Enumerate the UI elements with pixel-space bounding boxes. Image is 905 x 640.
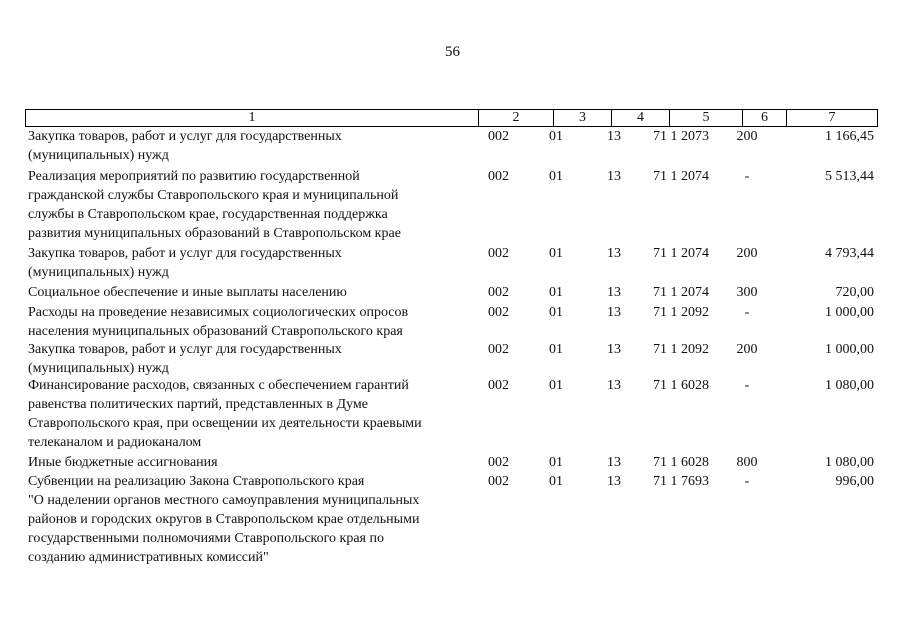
cell-c4: 13 [607, 474, 621, 489]
cell-c7: 1 000,00 [825, 305, 874, 320]
cell-c2: 002 [488, 342, 509, 357]
row-description [28, 167, 478, 243]
cell-c3: 01 [549, 378, 563, 393]
page-number: 56 [445, 44, 460, 60]
row-description [28, 244, 478, 282]
cell-c5: 71 1 6028 [653, 378, 709, 393]
cell-c6: 200 [736, 342, 758, 357]
header-col-3: 3 [579, 110, 586, 125]
cell-c4: 13 [607, 455, 621, 470]
header-col-7: 7 [828, 110, 836, 125]
cell-c3: 01 [549, 285, 563, 300]
cell-c2: 002 [488, 305, 509, 320]
row-description [28, 303, 478, 341]
header-col-6: 6 [761, 110, 768, 125]
header-col-2: 2 [512, 110, 520, 125]
cell-c7: 1 080,00 [825, 455, 874, 470]
cell-c3: 01 [549, 342, 563, 357]
cell-c2: 002 [488, 169, 509, 184]
description-line: (муниципальных) нужд [28, 361, 169, 376]
description-line: (муниципальных) нужд [28, 265, 169, 280]
description-line: гражданской службы Ставропольского края и муниципальной [28, 188, 399, 203]
description-line: Закупка товаров, работ и услуг для государственных [28, 129, 342, 144]
description-line: службы в Ставропольском крае, государственная поддержка [28, 207, 388, 222]
cell-c4: 13 [607, 129, 621, 144]
header-col-1: 1 [248, 110, 256, 125]
cell-c7: 996,00 [835, 474, 874, 489]
header-col-5: 5 [702, 110, 710, 125]
cell-c7: 4 793,44 [825, 246, 874, 261]
cell-c7: 1 000,00 [825, 342, 874, 357]
description-line: районов и городских округов в Ставропольском крае отдельными [28, 512, 420, 527]
description-line: Субвенции на реализацию Закона Ставропольского края [28, 474, 365, 489]
cell-c4: 13 [607, 342, 621, 357]
cell-c7: 1 080,00 [825, 378, 874, 393]
cell-c6: 200 [736, 129, 758, 144]
description-line: Социальное обеспечение и иные выплаты населению [28, 285, 347, 300]
row-description [28, 453, 478, 472]
description-line: "О наделении органов местного самоуправления муниципальных [28, 493, 420, 508]
cell-c2: 002 [488, 285, 509, 300]
cell-c5: 71 1 2073 [653, 129, 709, 144]
description-line: Финансирование расходов, связанных с обеспечением гарантий [28, 378, 409, 393]
cell-c5: 71 1 2092 [653, 305, 709, 320]
row-description [28, 127, 478, 165]
cell-c6: 200 [736, 246, 758, 261]
cell-c7: 1 166,45 [825, 129, 874, 144]
description-line: развития муниципальных образований в Ставропольском крае [28, 226, 401, 241]
cell-c6: - [744, 474, 750, 489]
cell-c5: 71 1 2092 [653, 342, 709, 357]
cell-c3: 01 [549, 169, 563, 184]
header-col-4: 4 [637, 110, 644, 125]
cell-c3: 01 [549, 129, 563, 144]
cell-c4: 13 [607, 305, 621, 320]
cell-c2: 002 [488, 474, 509, 489]
cell-c5: 71 1 2074 [653, 246, 709, 261]
row-description [28, 283, 478, 302]
row-description [28, 340, 478, 378]
cell-c4: 13 [607, 169, 621, 184]
cell-c7: 720,00 [835, 285, 874, 300]
description-line: телеканалом и радиоканалом [28, 435, 202, 450]
cell-c4: 13 [607, 285, 621, 300]
description-line: созданию административных комиссий" [28, 550, 269, 565]
cell-c5: 71 1 7693 [653, 474, 709, 489]
description-line: Реализация мероприятий по развитию государственной [28, 169, 360, 184]
cell-c4: 13 [607, 246, 621, 261]
cell-c7: 5 513,44 [825, 169, 874, 184]
row-description [28, 472, 478, 567]
description-line: (муниципальных) нужд [28, 148, 169, 163]
description-line: Расходы на проведение независимых социологических опросов [28, 305, 409, 320]
cell-c6: - [744, 305, 750, 320]
cell-c6: - [744, 169, 750, 184]
cell-c6: 800 [736, 455, 758, 470]
cell-c3: 01 [549, 455, 563, 470]
cell-c5: 71 1 2074 [653, 169, 709, 184]
description-line: Иные бюджетные ассигнования [28, 455, 218, 470]
cell-c3: 01 [549, 246, 563, 261]
cell-c5: 71 1 2074 [653, 285, 709, 300]
cell-c3: 01 [549, 474, 563, 489]
description-line: Закупка товаров, работ и услуг для государственных [28, 342, 342, 357]
cell-c2: 002 [488, 129, 509, 144]
cell-c2: 002 [488, 455, 509, 470]
description-line: населения муниципальных образований Ставропольского края [28, 324, 403, 339]
description-line: государственными полномочиями Ставропольского края по [28, 531, 384, 546]
description-line: Закупка товаров, работ и услуг для государственных [28, 246, 342, 261]
cell-c4: 13 [607, 378, 621, 393]
row-description [28, 376, 478, 452]
description-line: равенства политических партий, представленных в Думе [28, 397, 368, 412]
description-line: Ставропольского края, при освещении их деятельности краевыми [28, 416, 422, 431]
cell-c2: 002 [488, 378, 509, 393]
cell-c6: - [744, 378, 750, 393]
cell-c3: 01 [549, 305, 563, 320]
table-header [25, 109, 878, 127]
cell-c6: 300 [736, 285, 758, 300]
cell-c5: 71 1 6028 [653, 455, 709, 470]
cell-c2: 002 [488, 246, 509, 261]
